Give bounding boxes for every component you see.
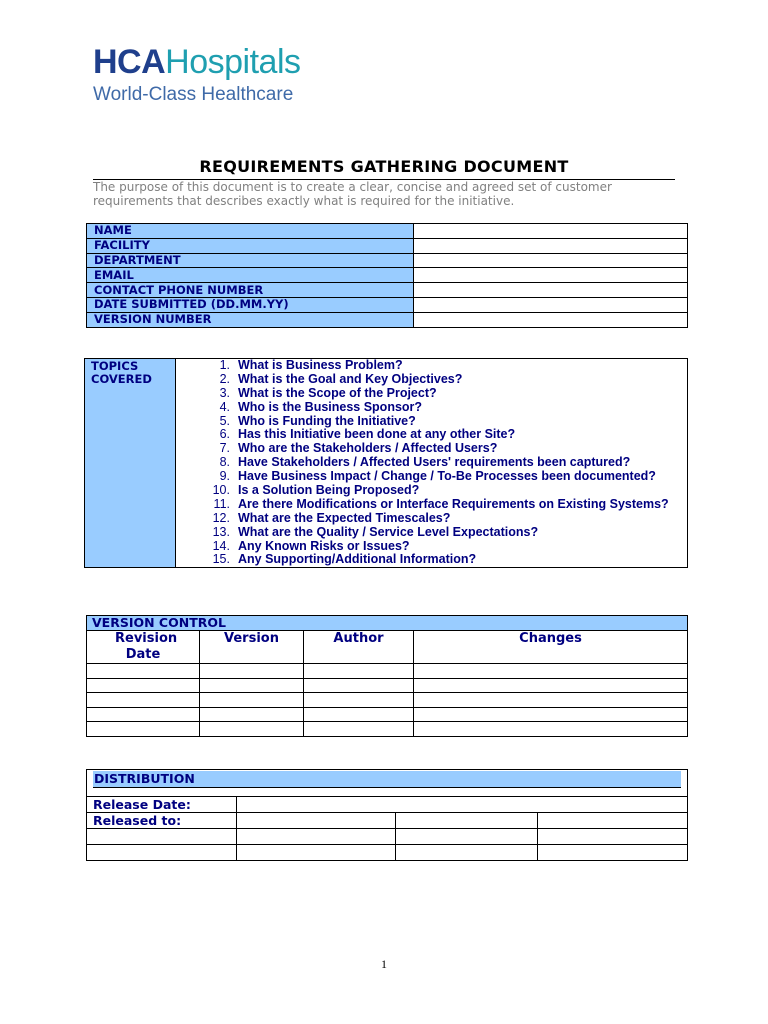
topic-number: 8. [219, 455, 230, 470]
version-cell[interactable] [414, 678, 688, 693]
distribution-cell[interactable] [87, 829, 237, 845]
topic-item [176, 526, 687, 540]
released-to-field[interactable] [237, 813, 396, 829]
released-to-field[interactable] [538, 813, 688, 829]
info-field-label: CONTACT PHONE NUMBER [87, 283, 414, 298]
topic-item [176, 442, 687, 456]
topic-text: What is the Goal and Key Objectives? [238, 371, 463, 386]
topic-text: Have Business Impact / Change / To-Be Processes been documented? [238, 469, 656, 484]
info-row [87, 268, 688, 283]
version-row [87, 707, 688, 722]
topic-item [176, 540, 687, 554]
distribution-cell[interactable] [237, 829, 396, 845]
info-field-value[interactable] [414, 224, 688, 239]
version-cell[interactable] [87, 722, 200, 737]
version-cell[interactable] [304, 693, 414, 708]
topic-text: What is the Scope of the Project? [238, 385, 437, 400]
topic-item [176, 373, 687, 387]
info-field-value[interactable] [414, 253, 688, 268]
version-row [87, 722, 688, 737]
topic-text: Are there Modifications or Interface Requirements on Existing Systems? [238, 496, 669, 511]
logo-wordmark: HCAHospitals [93, 43, 301, 81]
distribution-cell[interactable] [538, 845, 688, 861]
info-field-label: NAME [87, 224, 414, 239]
version-cell[interactable] [87, 707, 200, 722]
topic-text: Has this Initiative been done at any other Site? [238, 427, 516, 442]
topic-item [176, 512, 687, 526]
version-cell[interactable] [304, 722, 414, 737]
info-field-value[interactable] [414, 312, 688, 327]
version-cell[interactable] [200, 707, 304, 722]
requester-info-table [86, 223, 688, 328]
distribution-title: DISTRIBUTION [93, 771, 681, 788]
info-row [87, 238, 688, 253]
version-cell[interactable] [200, 722, 304, 737]
distribution-cell[interactable] [87, 845, 237, 861]
info-row [87, 297, 688, 312]
version-cell[interactable] [414, 664, 688, 679]
page-number: 1 [381, 957, 387, 971]
info-field-value[interactable] [414, 238, 688, 253]
topic-number: 3. [219, 385, 230, 400]
info-field-label: EMAIL [87, 268, 414, 283]
info-field-label: FACILITY [87, 238, 414, 253]
topic-text: What are the Expected Timescales? [238, 510, 451, 525]
topic-item [176, 401, 687, 415]
distribution-cell[interactable] [538, 829, 688, 845]
topic-number: 13. [212, 524, 230, 539]
topic-text: Who are the Stakeholders / Affected Users? [238, 441, 498, 456]
topics-list [176, 359, 688, 568]
topic-text: Have Stakeholders / Affected Users' requirements been captured? [238, 455, 631, 470]
topic-text: Any Supporting/Additional Information? [238, 552, 477, 567]
topic-number: 1. [219, 358, 230, 372]
version-cell[interactable] [200, 678, 304, 693]
topic-number: 7. [219, 441, 230, 456]
distribution-cell[interactable] [396, 829, 538, 845]
info-row [87, 283, 688, 298]
version-column-header: Version [200, 631, 304, 664]
topic-item [176, 484, 687, 498]
topic-text: Is a Solution Being Proposed? [238, 483, 420, 498]
version-cell[interactable] [304, 707, 414, 722]
info-row [87, 224, 688, 239]
distribution-cell[interactable] [237, 845, 396, 861]
version-row [87, 664, 688, 679]
version-cell[interactable] [414, 722, 688, 737]
version-control-table [86, 615, 688, 737]
release-date-label: Release Date: [87, 797, 237, 813]
version-cell[interactable] [87, 693, 200, 708]
topic-item [176, 415, 687, 429]
topic-number: 11. [213, 496, 230, 511]
version-cell[interactable] [304, 664, 414, 679]
info-field-label: DEPARTMENT [87, 253, 414, 268]
version-column-header: Changes [414, 631, 688, 664]
document-title: REQUIREMENTS GATHERING DOCUMENT [199, 157, 569, 176]
version-cell[interactable] [304, 678, 414, 693]
version-cell[interactable] [87, 664, 200, 679]
purpose-text: The purpose of this document is to create a clear, concise and agreed set of customer requirements that describes exactly what is required for the initiative. [93, 180, 612, 208]
topic-item [176, 387, 687, 401]
version-control-header: VERSION CONTROL [87, 616, 688, 631]
topics-covered-table [84, 358, 688, 568]
version-column-header: Author [304, 631, 414, 664]
topic-item [176, 359, 687, 373]
version-cell[interactable] [414, 693, 688, 708]
topic-number: 12. [212, 510, 230, 525]
topic-number: 14. [212, 538, 230, 553]
topic-number: 9. [219, 469, 230, 484]
version-row [87, 678, 688, 693]
topic-item [176, 553, 687, 567]
distribution-cell[interactable] [396, 845, 538, 861]
topic-item [176, 428, 687, 442]
info-field-value[interactable] [414, 268, 688, 283]
topic-item [176, 470, 687, 484]
topic-item [176, 498, 687, 512]
topics-label: TOPICS COVERED [91, 359, 152, 386]
version-row [87, 693, 688, 708]
topic-item [176, 456, 687, 470]
topic-number: 10. [212, 483, 230, 498]
info-field-value[interactable] [414, 283, 688, 298]
distribution-header-cell [87, 770, 688, 797]
version-cell[interactable] [200, 664, 304, 679]
hca-logo [93, 44, 301, 106]
topic-text: What are the Quality / Service Level Expectations? [238, 524, 539, 539]
info-field-label: VERSION NUMBER [87, 312, 414, 327]
topic-number: 6. [219, 427, 230, 442]
topic-number: 5. [219, 413, 230, 428]
released-to-field[interactable] [396, 813, 538, 829]
topic-text: Any Known Risks or Issues? [238, 538, 410, 553]
topic-text: Who is Funding the Initiative? [238, 413, 416, 428]
distribution-table [86, 769, 688, 861]
topic-text: Who is the Business Sponsor? [238, 399, 423, 414]
info-field-label: DATE SUBMITTED (DD.MM.YY) [87, 297, 414, 312]
topic-number: 2. [219, 371, 230, 386]
topics-label-cell [85, 359, 176, 568]
topic-number: 4. [219, 399, 230, 414]
topic-number: 15. [212, 552, 230, 567]
version-cell[interactable] [87, 678, 200, 693]
version-cell[interactable] [200, 693, 304, 708]
version-column-header: Revision Date [87, 631, 200, 664]
topic-text: What is Business Problem? [238, 358, 403, 372]
version-cell[interactable] [414, 707, 688, 722]
logo-tagline: World-Class Healthcare [93, 84, 294, 105]
info-row [87, 253, 688, 268]
info-field-value[interactable] [414, 297, 688, 312]
release-date-field[interactable] [237, 797, 688, 813]
released-to-label: Released to: [87, 813, 237, 829]
info-row [87, 312, 688, 327]
